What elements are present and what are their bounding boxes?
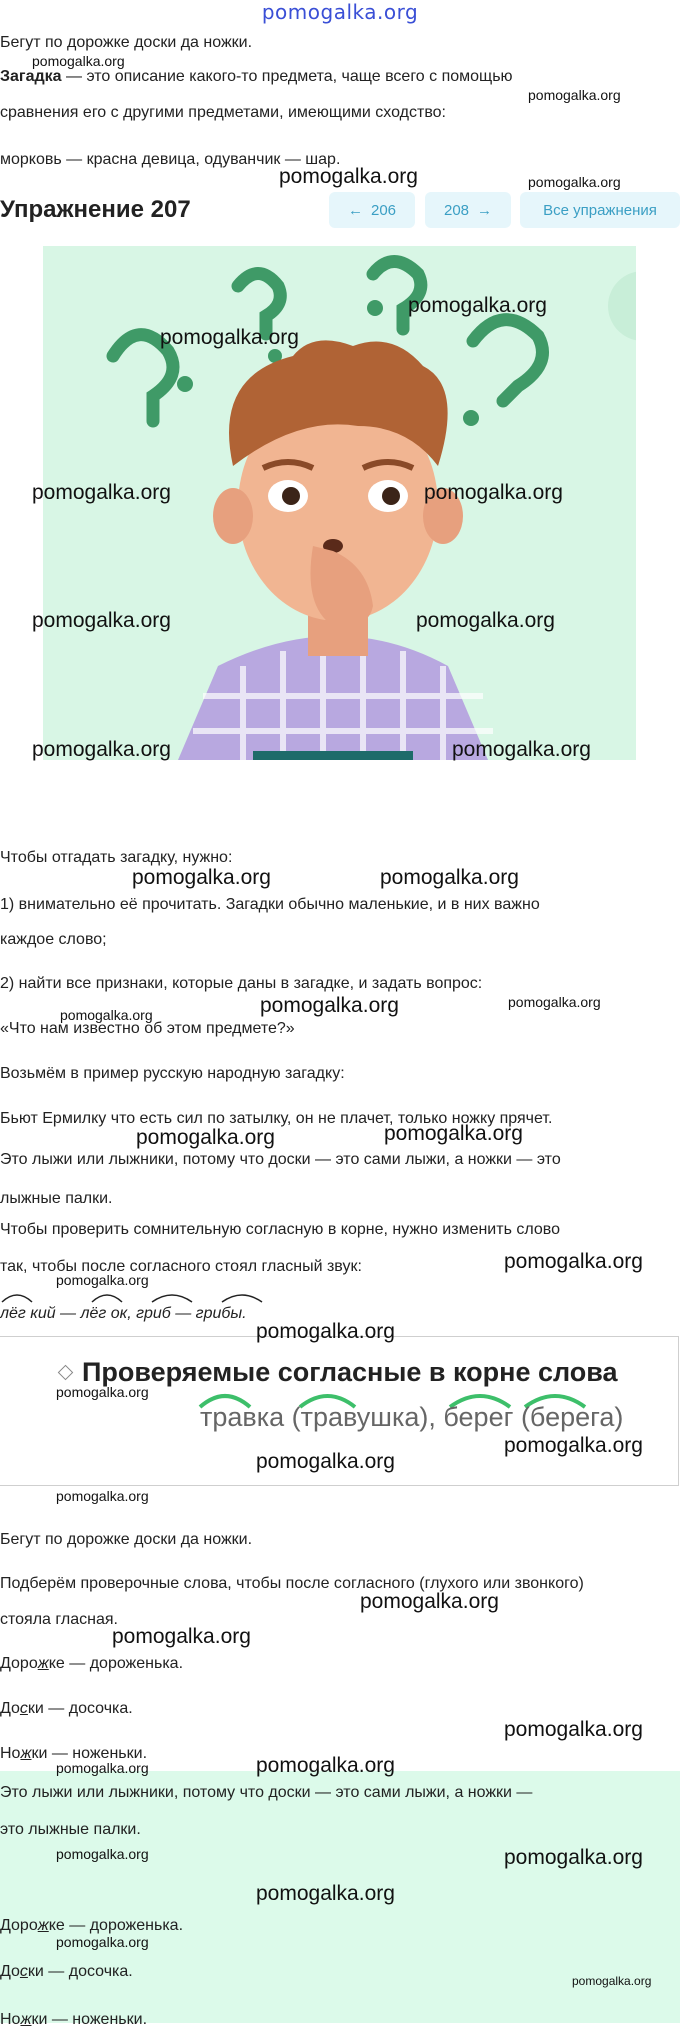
watermark: pomogalka.org — [136, 1126, 275, 1149]
solution-para-4: 2) найти все признаки, которые даны в загадке, и задать вопрос: — [0, 975, 483, 992]
watermark: pomogalka.org — [360, 1590, 499, 1613]
riddle-text: Бегут по дорожке доски да ножки. — [0, 34, 253, 51]
solution-para-2: 1) внимательно её прочитать. Загадки обычно маленькие, и в них важно — [0, 896, 540, 913]
arrow-left-icon: ← — [347, 201, 363, 219]
watermark: pomogalka.org — [504, 1718, 643, 1741]
watermark: pomogalka.org — [424, 481, 563, 504]
highlight-line-2: это лыжные палки. — [0, 1821, 141, 1838]
watermark: pomogalka.org — [279, 165, 418, 188]
watermark: pomogalka.org — [256, 1754, 395, 1777]
solution-para-9: лыжные палки. — [0, 1190, 113, 1207]
rule-title: Проверяемые согласные в корне слова — [82, 1357, 618, 1387]
watermark: pomogalka.org — [508, 994, 601, 1010]
watermark: pomogalka.org — [528, 87, 621, 103]
all-exercises-label: Все упражнения — [543, 201, 657, 219]
watermark: pomogalka.org — [572, 1974, 652, 1988]
answer-word-3: Ножки — ноженьки. — [0, 1745, 148, 1762]
solution-para-7: Бьют Ермилку что есть сил по затылку, он не плачет, только ножку прячет. — [0, 1110, 553, 1127]
watermark: pomogalka.org — [452, 738, 591, 761]
prev-exercise-button[interactable] — [329, 192, 415, 228]
definition-rest: — это описание какого-то предмета, чаще всего с помощью — [61, 68, 513, 85]
watermark: pomogalka.org — [416, 609, 555, 632]
watermark: pomogalka.org — [60, 1007, 153, 1023]
next-exercise-label: 208 — [443, 201, 470, 219]
watermark: pomogalka.org — [56, 1846, 149, 1862]
solution-para-8: Это лыжи или лыжники, потому что доски — это сами лыжи, а ножки — это — [0, 1151, 561, 1168]
watermark: pomogalka.org — [32, 738, 171, 761]
prev-exercise-label: 206 — [370, 201, 397, 219]
watermark: pomogalka.org — [56, 1934, 149, 1950]
highlight-line-1: Это лыжи или лыжники, потому что доски — это сами лыжи, а ножки — — [0, 1784, 533, 1801]
watermark: pomogalka.org — [256, 1882, 395, 1905]
answer-riddle: Бегут по дорожке доски да ножки. — [0, 1531, 253, 1548]
next-exercise-button[interactable] — [425, 192, 511, 228]
watermark: pomogalka.org — [160, 326, 299, 349]
answer-instruction-1: Подберём проверочные слова, чтобы после согласного (глухого или звонкого) — [0, 1575, 584, 1592]
solution-para-1: Чтобы отгадать загадку, нужно: — [0, 849, 233, 866]
watermark: pomogalka.org — [132, 866, 271, 889]
answer-instruction-2: стояла гласная. — [0, 1611, 118, 1628]
solution-para-10: Чтобы проверить сомнительную согласную в корне, нужно изменить слово — [0, 1221, 560, 1238]
all-exercises-button[interactable] — [520, 192, 680, 228]
definition-line-2: сравнения его с другими предметами, имеющими сходство: — [0, 104, 446, 121]
watermark: pomogalka.org — [504, 1434, 643, 1457]
watermark: pomogalka.org — [528, 174, 621, 190]
exercise-title: Упражнение 207 — [0, 196, 191, 223]
watermark: pomogalka.org — [504, 1250, 643, 1273]
definition-line-1 — [0, 66, 513, 88]
definition-examples: морковь — красна девица, одуванчик — шар. — [0, 151, 341, 168]
highlight-word-1: Дорожке — дороженька. — [0, 1917, 184, 1934]
highlight-word-2: Доски — досочка. — [0, 1963, 133, 1980]
definition-term: Загадка — [0, 68, 62, 85]
watermark: pomogalka.org — [384, 1122, 523, 1145]
watermark: pomogalka.org — [56, 1760, 149, 1776]
site-title[interactable]: pomogalka.org — [261, 0, 419, 24]
watermark: pomogalka.org — [408, 294, 547, 317]
answer-word-2: Доски — досочка. — [0, 1700, 133, 1717]
watermark: pomogalka.org — [504, 1846, 643, 1869]
highlight-word-3: Ножки — ноженьки. — [0, 2011, 148, 2028]
watermark: pomogalka.org — [260, 994, 399, 1017]
solution-para-5: «Что нам известно об этом предмете?» — [0, 1020, 295, 1037]
watermark: pomogalka.org — [32, 53, 125, 69]
watermark: pomogalka.org — [56, 1272, 149, 1288]
watermark: pomogalka.org — [256, 1450, 395, 1473]
solution-para-11: так, чтобы после согласного стоял гласный звук: — [0, 1258, 362, 1275]
watermark: pomogalka.org — [380, 866, 519, 889]
arrow-right-icon: → — [477, 201, 493, 219]
watermark: pomogalka.org — [56, 1488, 149, 1504]
solution-para-6: Возьмём в пример русскую народную загадку: — [0, 1065, 345, 1082]
solution-para-3: каждое слово; — [0, 931, 107, 948]
watermark: pomogalka.org — [56, 1384, 149, 1400]
watermark: pomogalka.org — [32, 609, 171, 632]
watermark: pomogalka.org — [256, 1320, 395, 1343]
answer-word-1: Дорожке — дороженька. — [0, 1655, 184, 1672]
watermark: pomogalka.org — [112, 1625, 251, 1648]
root-arcs-icon — [0, 1288, 300, 1306]
watermark: pomogalka.org — [32, 481, 171, 504]
diamond-icon — [58, 1365, 74, 1381]
rule-example: травка (травушка), берег (берега) — [200, 1402, 624, 1432]
solution-example: лёг кий — лёг ок, гриб — грибы. — [0, 1305, 247, 1322]
